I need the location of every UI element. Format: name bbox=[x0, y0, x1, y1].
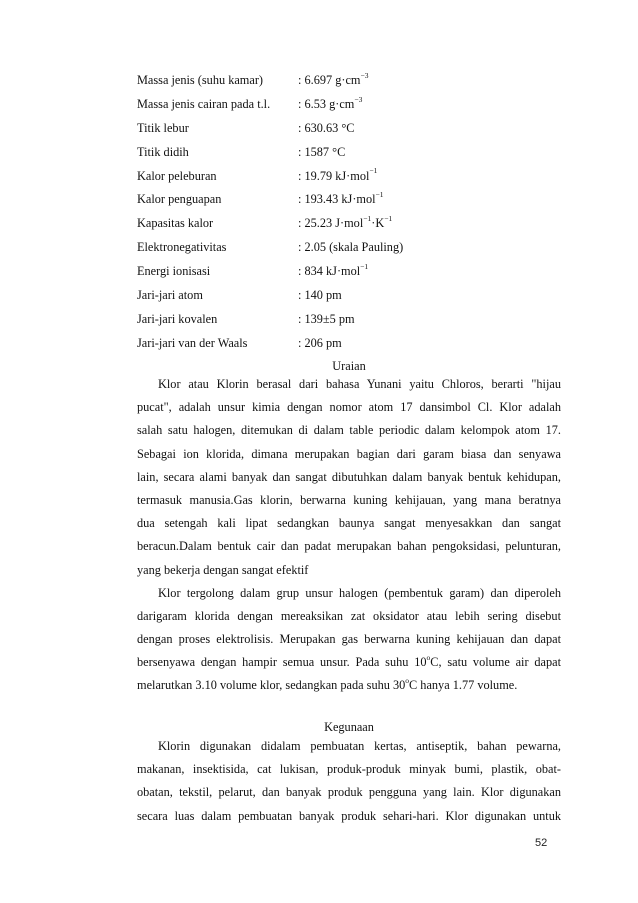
text-line: Klor tergolong dalam grup unsur halogen (pembentuk garam) dan diperoleh bbox=[158, 585, 561, 600]
property-name: Elektronegativitas bbox=[137, 240, 227, 255]
section-heading-kegunaan: Kegunaan bbox=[324, 720, 374, 734]
text-line: bersenyawa dengan hampir semua unsur. Pada suhu 10$^o$C, satu volume air dapat bbox=[137, 653, 561, 670]
property-row bbox=[137, 117, 567, 141]
uraian-paragraphs bbox=[137, 373, 561, 698]
property-value: : 630.63 °C bbox=[298, 120, 355, 135]
text-line: Sebagai ion klorida, dimana merupakan bagian dari garam biasa dan senyawa bbox=[137, 446, 561, 461]
property-value: : 140 pm bbox=[298, 288, 342, 303]
property-value: : 1587 °C bbox=[298, 144, 346, 159]
page-number: 52 bbox=[535, 837, 548, 849]
text-line: makanan, insektisida, cat lukisan, produk-produk minyak bumi, plastik, obat- bbox=[137, 762, 561, 777]
property-value: : 19.79 kJ·mol$^{-1}$ bbox=[298, 166, 378, 183]
section-heading-uraian: Uraian bbox=[332, 359, 366, 373]
property-row bbox=[137, 284, 567, 308]
property-name: Kapasitas kalor bbox=[137, 216, 214, 231]
text-line: beracun.Dalam bentuk cair dan padat merupakan bahan pengoksidasi, pelunturan, bbox=[137, 539, 561, 554]
property-row bbox=[137, 93, 567, 117]
text-line: dua setengah kali lipat sedangkan baunya sangat menyesakkan dan sangat bbox=[137, 516, 561, 531]
property-name: Jari-jari van der Waals bbox=[137, 335, 248, 350]
property-row bbox=[137, 69, 567, 93]
property-row bbox=[137, 332, 567, 356]
text-line: Klorin digunakan didalam pembuatan kertas, antiseptik, bahan pewarna, bbox=[158, 739, 561, 753]
property-value: : 6.53 $g\cdot cm^{-3}$ bbox=[298, 94, 363, 111]
text-line: secara luas dalam pembuatan banyak produk sehari-hari. Klor digunakan untuk bbox=[137, 808, 561, 823]
text-line: obatan, tekstil, pelarut, dan banyak produk pengguna yang lain. Klor digunakan bbox=[137, 785, 561, 800]
property-row bbox=[137, 141, 567, 165]
property-name: Massa jenis cairan pada t.l. bbox=[137, 96, 271, 111]
property-value: : 834 kJ·mol$^{-1}$ bbox=[298, 262, 369, 279]
property-value: : 2.05 (skala Pauling) bbox=[298, 240, 404, 255]
text-line: Klor atau Klorin berasal dari bahasa Yunani yaitu Chloros, berarti "hijau bbox=[158, 377, 561, 391]
property-name: Energi ionisasi bbox=[137, 264, 211, 279]
property-value: : 6.697 $g\cdot cm^{-3}$ bbox=[298, 70, 369, 87]
property-row bbox=[137, 188, 567, 212]
property-name: Jari-jari kovalen bbox=[137, 311, 218, 326]
text-line: pucat", adalah unsur kimia dengan nomor atom 17 dansimbol Cl. Klor adalah bbox=[137, 400, 561, 415]
property-row bbox=[137, 236, 567, 260]
property-value: : 193.43 kJ·mol$^{-1}$ bbox=[298, 190, 384, 207]
property-name: Titik didih bbox=[137, 144, 189, 159]
property-row bbox=[137, 212, 567, 236]
text-line: lain, secara alami banyak dan sangat dibutuhkan dalam banyak bentuk kehidupan, bbox=[137, 469, 561, 484]
properties-list bbox=[137, 69, 567, 356]
text-line: darigaram klorida dengan mereaksikan zat oksidator atau lebih sering disebut bbox=[137, 608, 561, 623]
property-row bbox=[137, 260, 567, 284]
property-name: Kalor peleburan bbox=[137, 168, 217, 183]
kegunaan-paragraphs bbox=[137, 735, 561, 828]
property-value: : 139±5 pm bbox=[298, 311, 355, 326]
property-value: : 206 pm bbox=[298, 335, 342, 350]
text-line: termasuk manusia.Gas klorin, berwarna kuning kehijauan, yang mana beratnya bbox=[137, 492, 561, 507]
property-name: Titik lebur bbox=[137, 120, 189, 135]
text-line: melarutkan 3.10 volume klor, sedangkan pada suhu 30$^o$C hanya 1.77 volume. bbox=[137, 676, 518, 693]
property-name: Massa jenis (suhu kamar) bbox=[137, 73, 264, 87]
property-name: Kalor penguapan bbox=[137, 192, 222, 207]
property-name: Jari-jari atom bbox=[137, 288, 203, 303]
text-line: salah satu halogen, ditemukan di dalam table periodic dalam kelompok atom 17. bbox=[137, 423, 561, 438]
property-value: : 25.23 $J\cdot mol^{-1}\cdot K^{-1}$ bbox=[298, 214, 393, 231]
text-line: dengan proses elektrolisis. Merupakan gas berwarna kuning kehijauan dan dapat bbox=[137, 632, 561, 647]
property-row bbox=[137, 308, 567, 332]
property-row bbox=[137, 165, 567, 189]
text-line: yang bekerja dengan sangat efektif bbox=[137, 562, 309, 577]
